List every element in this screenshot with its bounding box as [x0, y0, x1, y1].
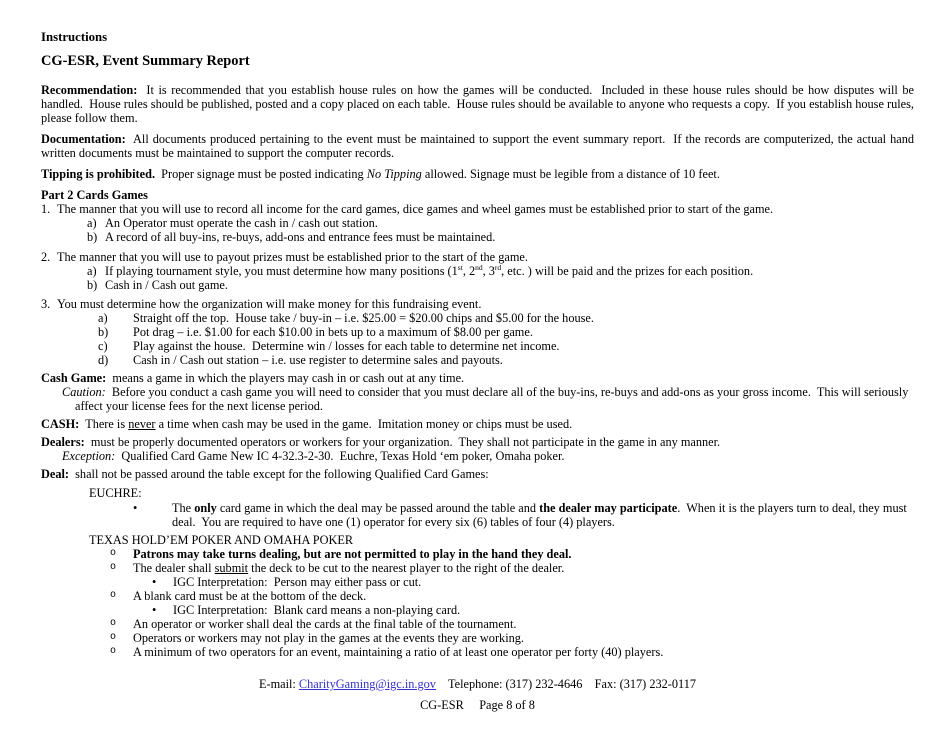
bullet-disc-icon: • [133, 501, 138, 515]
bullet-text [133, 645, 914, 659]
texas-bullet-3 [41, 589, 914, 603]
item-3c [41, 339, 914, 353]
bullet-circle-icon: o [110, 618, 117, 629]
tipping-paragraph [41, 167, 914, 181]
text-run: Dealers: [41, 435, 85, 449]
bullet-disc-icon: • [152, 575, 157, 589]
text-run: It is recommended that you establish house rules on how the games will be conducted. Included in these house rules should be how disputes will be handled. House rules should be published, posted and a copy placed on each table. House rules should be available to anyone who requests a copy. If you establish house rules, please follow them. [41, 83, 918, 125]
sub-label: b) [87, 278, 98, 292]
cash-game-definition [41, 371, 914, 385]
texas-bullet-4 [41, 617, 914, 631]
text-run: You must determine how the organization will make money for this fundraising event. [57, 297, 482, 311]
text-run: The [172, 501, 195, 515]
text-run: Pot drag – i.e. $1.00 for each $10.00 in bets up to a maximum of $8.00 per game. [133, 325, 533, 339]
text-run: Cash in / Cash out game. [105, 278, 228, 292]
text-run: Before you conduct a cash game you will need to consider that you must declare all of the buy-ins, re-buys and add-ons as your gross income. This will seriously affect your license fees for the next license period. [75, 385, 912, 413]
numbered-item-3 [41, 297, 914, 367]
cash-definition [41, 417, 914, 431]
bullet-circle-icon: o [110, 590, 117, 601]
text-run: rd [494, 262, 502, 272]
texas-bullet-2-sub [41, 575, 914, 589]
bullet-text [133, 617, 914, 631]
text-run: The manner that you will use to record all income for the card games, dice games and wheel games must be established prior to start of the game. [57, 202, 774, 216]
texas-bullet-1 [41, 547, 914, 561]
text-run: A blank card must be at the bottom of the deck. [133, 589, 367, 603]
item-3b [41, 325, 914, 339]
documentation-paragraph [41, 132, 918, 160]
text-run: Tipping is prohibited. [41, 167, 156, 181]
text-run: Straight off the top. House take / buy-in – i.e. $25.00 = $20.00 chips and $5.00 for the house. [133, 311, 594, 325]
text-run: Proper signage must be posted indicating [155, 167, 367, 181]
item-2b [41, 278, 914, 292]
text-run: only [194, 501, 217, 515]
sub-label: a) [87, 264, 97, 278]
text-run: Play against the house. Determine win / losses for each table to determine net income. [133, 339, 560, 353]
dealers-definition [41, 435, 914, 449]
sub-label: c) [98, 339, 108, 353]
text-run: An Operator must operate the cash in / cash out station. [105, 216, 378, 230]
email-link[interactable]: CharityGaming@igc.in.gov [298, 677, 436, 691]
sub-label: b) [87, 230, 98, 244]
item-2-line [41, 250, 914, 264]
footer-contact-line [41, 677, 914, 691]
text-run: Exception: [62, 449, 116, 463]
bullet-circle-icon: o [110, 632, 117, 643]
text-run: A minimum of two operators for an event, maintaining a ratio of at least one operator per forty (40) players. [133, 645, 664, 659]
text-run: The dealer shall [133, 561, 215, 575]
item-1a [41, 216, 914, 230]
euchre-bullet [41, 501, 914, 529]
numbered-item-1 [41, 202, 914, 244]
text-run: Caution: [62, 385, 106, 399]
sub-text [105, 278, 914, 292]
texas-bullet-5 [41, 631, 914, 645]
text-run: IGC Interpretation: Blank card means a non-playing card. [173, 603, 461, 617]
exception-note [41, 449, 914, 463]
text-run: . When it is the players turn to deal, they must deal. You are required to have one (1) operator for every six (6) tables of four (4) players. [172, 501, 910, 529]
sub-text [105, 264, 914, 278]
text-run: , 3 [482, 264, 495, 278]
sub-label: b) [98, 325, 109, 339]
numbered-item-2 [41, 250, 914, 292]
bullet-text [133, 589, 914, 603]
text-run: IGC Interpretation: Person may either pass or cut. [173, 575, 422, 589]
item-text [57, 297, 914, 311]
text-run: , etc. ) will be paid and the prizes for each position. [501, 264, 754, 278]
text-run: All documents produced pertaining to the event must be maintained to support the event summary report. If the records are computerized, the actual hand written documents must be maintained to support the computer records. [41, 132, 918, 160]
text-run: There is [79, 417, 129, 431]
item-3-line [41, 297, 914, 311]
item-1b [41, 230, 914, 244]
deal-definition [41, 467, 914, 481]
sub-label: d) [98, 353, 109, 367]
euchre-heading: EUCHRE: [89, 486, 142, 500]
text-run: Deal: [41, 467, 69, 481]
item-number: 1. [41, 202, 51, 216]
bullet-circle-icon: o [110, 646, 117, 657]
bullet-text [133, 561, 914, 575]
text-run: never [128, 417, 156, 431]
text-run: means a game in which the players may cash in or cash out at any time. [106, 371, 465, 385]
doc-title: Instructions [41, 30, 108, 44]
bullet-text [133, 547, 914, 561]
bullet-text [133, 631, 914, 645]
text-run: A record of all buy-ins, re-buys, add-ons and entrance fees must be maintained. [105, 230, 496, 244]
sub-text [105, 216, 914, 230]
item-text [57, 202, 914, 216]
item-text [57, 250, 914, 264]
bullet-disc-icon: • [152, 603, 157, 617]
text-run: E-mail: [258, 677, 299, 691]
text-run: Patrons may take turns dealing, but are not permitted to play in the hand they deal. [133, 547, 572, 561]
item-3a [41, 311, 914, 325]
texas-bullet-2 [41, 561, 914, 575]
doc-subtitle: CG-ESR, Event Summary Report [41, 53, 250, 69]
text-run: the dealer may participate [539, 501, 678, 515]
bullet-text [173, 575, 914, 589]
sub-text [133, 339, 914, 353]
bullet-text [172, 501, 914, 529]
text-run: CG-ESR Page 8 of 8 [420, 698, 535, 712]
sub-label: a) [98, 311, 108, 325]
text-run: card game in which the deal may be passed around the table and [216, 501, 540, 515]
item-2a [41, 264, 914, 278]
text-run: Qualified Card Game New IC 4-32.3-2-30. Euchre, Texas Hold ‘em poker, Omaha poker. [115, 449, 565, 463]
text-run: CASH: [41, 417, 80, 431]
text-run: a time when cash may be used in the game. Imitation money or chips must be used. [155, 417, 573, 431]
text-run: Cash Game: [41, 371, 107, 385]
sub-text [133, 353, 914, 367]
sub-text [133, 311, 914, 325]
texas-holdem-heading: TEXAS HOLD’EM POKER AND OMAHA POKER [89, 533, 354, 547]
text-run: allowed. Signage must be legible from a distance of 10 feet. [421, 167, 720, 181]
text-run: Recommendation: [41, 83, 138, 97]
text-run: If playing tournament style, you must determine how many positions (1 [105, 264, 458, 278]
text-run: nd [475, 262, 483, 272]
text-run: Documentation: [41, 132, 126, 146]
part2-heading: Part 2 Cards Games [41, 188, 148, 202]
item-3d [41, 353, 914, 367]
sub-text [133, 325, 914, 339]
text-run: Telephone: (317) 232-4646 Fax: (317) 232-0117 [435, 677, 697, 691]
text-run: the deck to be cut to the nearest player to the right of the dealer. [248, 561, 565, 575]
text-run: shall not be passed around the table except for the following Qualified Card Games: [69, 467, 489, 481]
text-run: , 2 [462, 264, 476, 278]
text-run: st [457, 262, 463, 272]
sub-text [105, 230, 914, 244]
text-run: No Tipping [366, 167, 422, 181]
text-run: The manner that you will use to payout prizes must be established prior to the start of the game. [57, 250, 528, 264]
texas-bullet-3-sub [41, 603, 914, 617]
item-number: 2. [41, 250, 51, 264]
sub-label: a) [87, 216, 97, 230]
bullet-circle-icon: o [110, 562, 117, 573]
item-1-line [41, 202, 914, 216]
text-run: submit [214, 561, 249, 575]
text-run: Operators or workers may not play in the games at the events they are working. [133, 631, 524, 645]
text-run: must be properly documented operators or workers for your organization. They shall not participate in the game in any manner. [84, 435, 721, 449]
caution-note [41, 385, 914, 413]
text-run: An operator or worker shall deal the cards at the final table of the tournament. [133, 617, 517, 631]
bullet-circle-icon: o [110, 548, 117, 559]
texas-bullet-6 [41, 645, 914, 659]
bullet-text [173, 603, 914, 617]
item-number: 3. [41, 297, 51, 311]
text-run: Cash in / Cash out station – i.e. use register to determine sales and payouts. [133, 353, 503, 367]
footer-page-line [41, 698, 914, 712]
recommendation-paragraph [41, 83, 918, 125]
